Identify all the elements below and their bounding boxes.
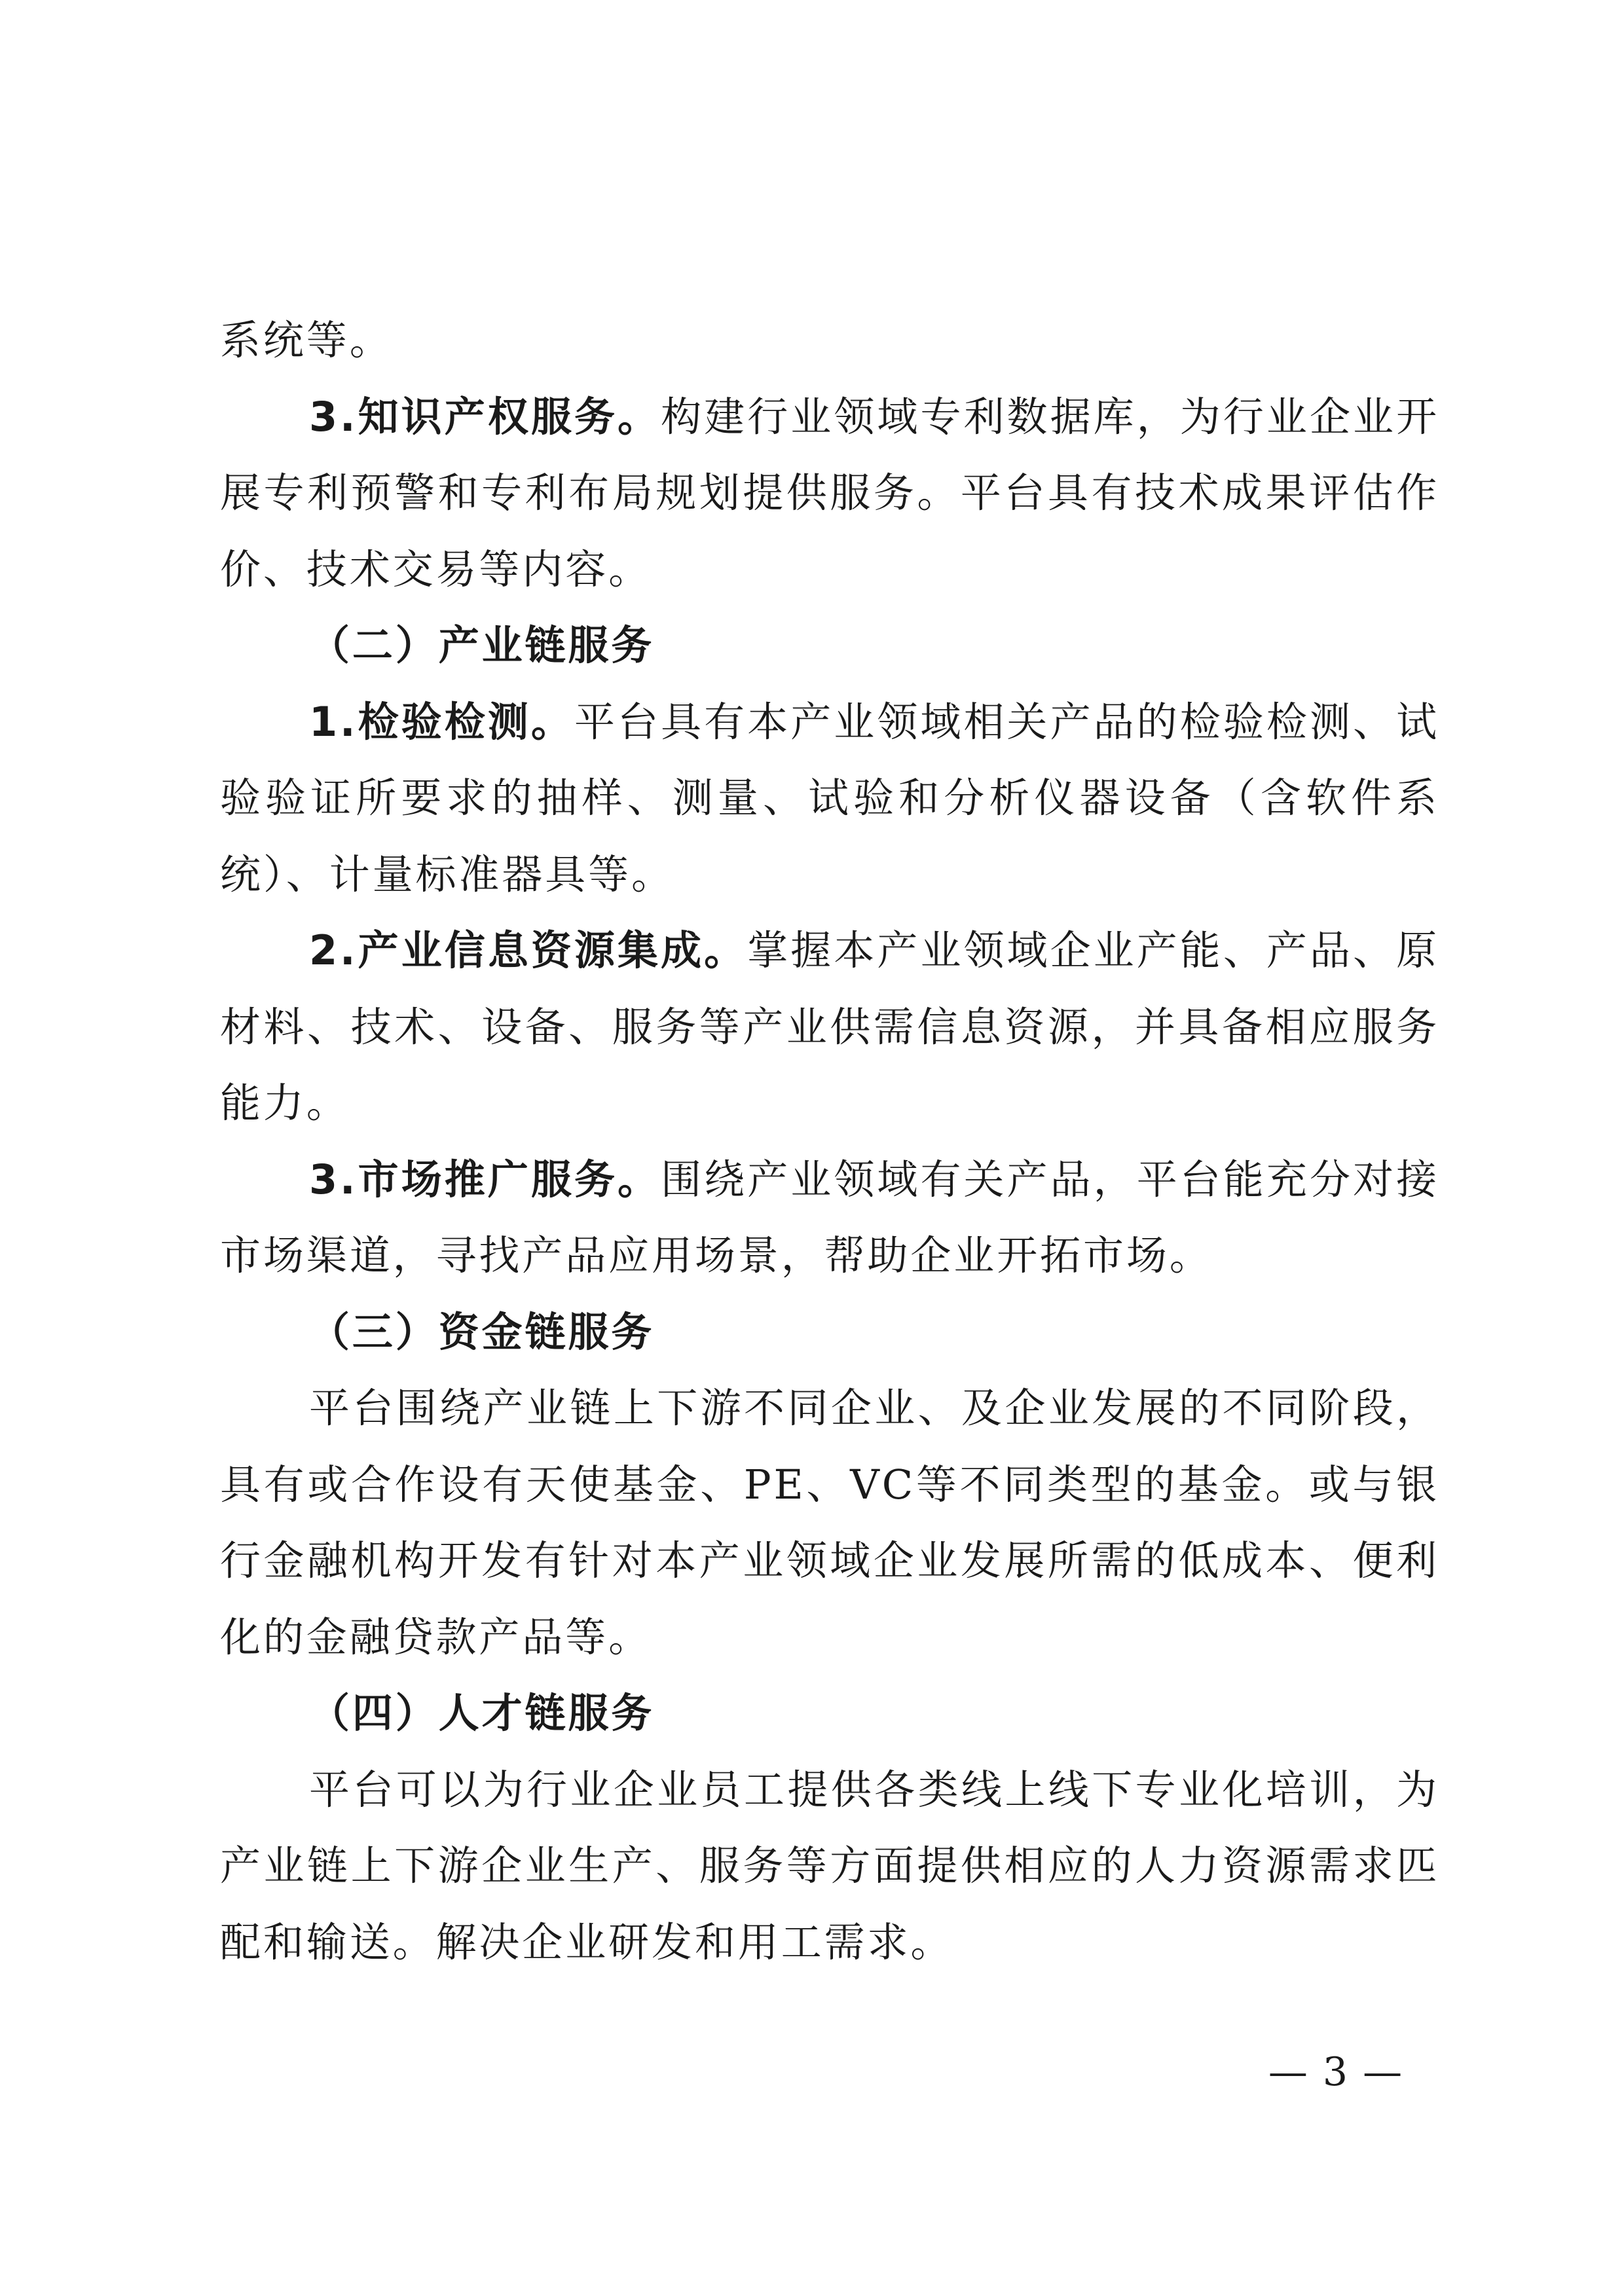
paragraph-continuation: [220, 302, 1439, 379]
paragraph-ip-services: [220, 379, 1439, 608]
section-heading-industry-chain: （二）产业链服务: [309, 621, 655, 669]
paragraph-lead: 2.产业信息资源集成。: [309, 926, 748, 974]
paragraph-info-resources: [220, 913, 1439, 1142]
paragraph-text: 平台围绕产业链上下游不同企业、及企业发展的不同阶段，具有或合作设有天使基金、PE、VC等不同类型的基金。或与银行金融机构开发有针对本产业领域企业发展所需的低成本、便利化的金融贷款产品等。: [220, 1384, 1439, 1661]
section-heading-talent-chain: （四）人才链服务: [309, 1689, 655, 1737]
paragraph-text: 平台具有本产业领域相关产品的检验检测、试验验证所要求的抽样、测量、试验和分析仪器设备（含软件系统）、计量标准器具等。: [220, 697, 1439, 898]
section-heading-capital-chain: （三）资金链服务: [309, 1307, 655, 1356]
paragraph-inspection-testing: [220, 684, 1439, 913]
paragraph-text: 系统等。: [220, 316, 393, 364]
paragraph-text: 围绕产业领域有关产品，平台能充分对接市场渠道，寻找产品应用场景，帮助企业开拓市场。: [220, 1155, 1439, 1279]
paragraph-text: 掌握本产业领域企业产能、产品、原材料、技术、设备、服务等产业供需信息资源，并具备相应服务能力。: [220, 926, 1440, 1127]
document-body: [220, 302, 1439, 1980]
page-number: — 3 —: [1268, 2049, 1404, 2095]
paragraph-text: 构建行业领域专利数据库，为行业企业开展专利预警和专利布局规划提供服务。平台具有技术成果评估作价、技术交易等内容。: [220, 392, 1439, 593]
paragraph-market-promotion: [220, 1142, 1439, 1294]
paragraph-text: 平台可以为行业企业员工提供各类线上线下专业化培训，为产业链上下游企业生产、服务等方面提供相应的人力资源需求匹配和输送。解决企业研发和用工需求。: [220, 1765, 1439, 1966]
paragraph-lead: 1.检验检测。: [309, 697, 574, 746]
paragraph-lead: 3.知识产权服务。: [309, 392, 661, 441]
paragraph-talent-chain: [220, 1752, 1439, 1981]
paragraph-capital-chain: [220, 1370, 1439, 1675]
paragraph-lead: 3.市场推广服务。: [309, 1155, 661, 1203]
